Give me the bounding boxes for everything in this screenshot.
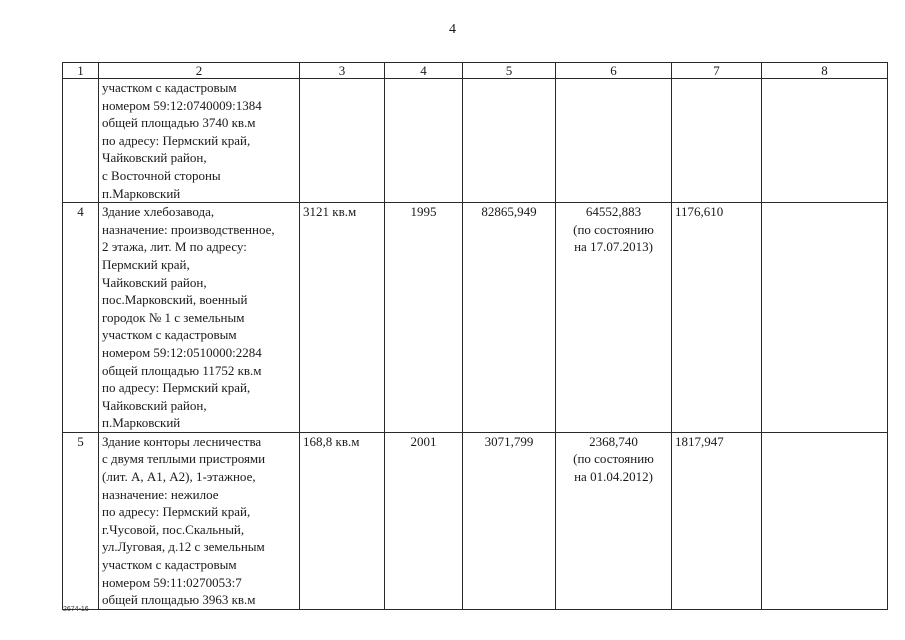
description-line: по адресу: Пермский край, — [102, 380, 251, 396]
column-header: 2 — [99, 63, 300, 79]
document-code: 2674-16 — [63, 606, 89, 613]
cost-cell — [463, 79, 556, 203]
description-line: ул.Луговая, д.12 с земельным — [102, 539, 265, 555]
description-line: пос.Марковский, военный — [102, 292, 248, 308]
description-cell — [99, 432, 300, 609]
area-cell — [300, 79, 385, 203]
description-line: общей площадью 11752 кв.м — [102, 362, 262, 378]
area-cell: 168,8 кв.м — [300, 432, 385, 609]
column-header: 4 — [385, 63, 463, 79]
description-line: (лит. А, А1, А2), 1-этажное, — [102, 469, 256, 485]
description-line: 2 этажа, лит. М по адресу: — [102, 239, 247, 255]
column-header: 3 — [300, 63, 385, 79]
description-line: Чайковский район, — [102, 397, 207, 413]
value-line: (по состоянию — [573, 451, 654, 467]
description-line: участком с кадастровым — [102, 557, 237, 573]
value-cell — [556, 203, 672, 433]
col7-cell: 1817,947 — [672, 432, 762, 609]
column-number-row — [63, 63, 888, 79]
description-line: Чайковский район, — [102, 274, 207, 290]
column-header: 7 — [672, 63, 762, 79]
col8-cell — [762, 432, 888, 609]
table-row — [63, 432, 888, 609]
description-line: номером 59:11:0270053:7 — [102, 574, 242, 590]
description-line: по адресу: Пермский край, — [102, 504, 251, 520]
description-line: общей площадью 3963 кв.м — [102, 592, 256, 608]
year-cell: 1995 — [385, 203, 463, 433]
value-line: на 17.07.2013) — [574, 239, 653, 255]
description-line: по адресу: Пермский край, — [102, 132, 251, 148]
cost-cell: 82865,949 — [463, 203, 556, 433]
description-line: п.Марковский — [102, 415, 181, 431]
description-cell — [99, 203, 300, 433]
value-line: 64552,883 — [585, 204, 642, 220]
description-line: с двумя теплыми пристроями — [102, 451, 266, 467]
page-number: 4 — [449, 22, 456, 37]
row-number-cell: 4 — [63, 203, 99, 433]
value-line: (по состоянию — [573, 221, 654, 237]
value-line: 2368,740 — [589, 433, 638, 449]
column-header: 1 — [63, 63, 99, 79]
description-line: с Восточной стороны — [102, 167, 221, 183]
col7-cell: 1176,610 — [672, 203, 762, 433]
description-cell — [99, 79, 300, 203]
description-line: Пермский край, — [102, 256, 190, 272]
description-line: номером 59:12:0740009:1384 — [102, 97, 262, 113]
year-cell — [385, 79, 463, 203]
col7-cell — [672, 79, 762, 203]
col8-cell — [762, 79, 888, 203]
description-line: городок № 1 с земельным — [102, 309, 245, 325]
description-line: участком с кадастровым — [102, 80, 237, 95]
row-number-cell: 5 — [63, 432, 99, 609]
value-cell — [556, 432, 672, 609]
table-row — [63, 203, 888, 433]
description-line: назначение: нежилое — [102, 486, 219, 502]
value-line: на 01.04.2012) — [574, 469, 653, 485]
description-line: назначение: производственное, — [102, 221, 275, 237]
description-line: п.Марковский — [102, 185, 181, 201]
description-line: Чайковский район, — [102, 150, 207, 166]
column-header: 6 — [556, 63, 672, 79]
area-cell: 3121 кв.м — [300, 203, 385, 433]
description-line: общей площадью 3740 кв.м — [102, 115, 256, 131]
description-line: Здание конторы лесничества — [102, 433, 262, 449]
column-header: 8 — [762, 63, 888, 79]
description-line: г.Чусовой, пос.Скальный, — [102, 521, 245, 537]
row-number-cell — [63, 79, 99, 203]
property-table — [62, 62, 888, 610]
column-header: 5 — [463, 63, 556, 79]
year-cell: 2001 — [385, 432, 463, 609]
description-line: Здание хлебозавода, — [102, 204, 215, 220]
col8-cell — [762, 203, 888, 433]
cost-cell: 3071,799 — [463, 432, 556, 609]
value-cell — [556, 79, 672, 203]
description-line: участком с кадастровым — [102, 327, 237, 343]
description-line: номером 59:12:0510000:2284 — [102, 344, 262, 360]
table-row — [63, 79, 888, 203]
